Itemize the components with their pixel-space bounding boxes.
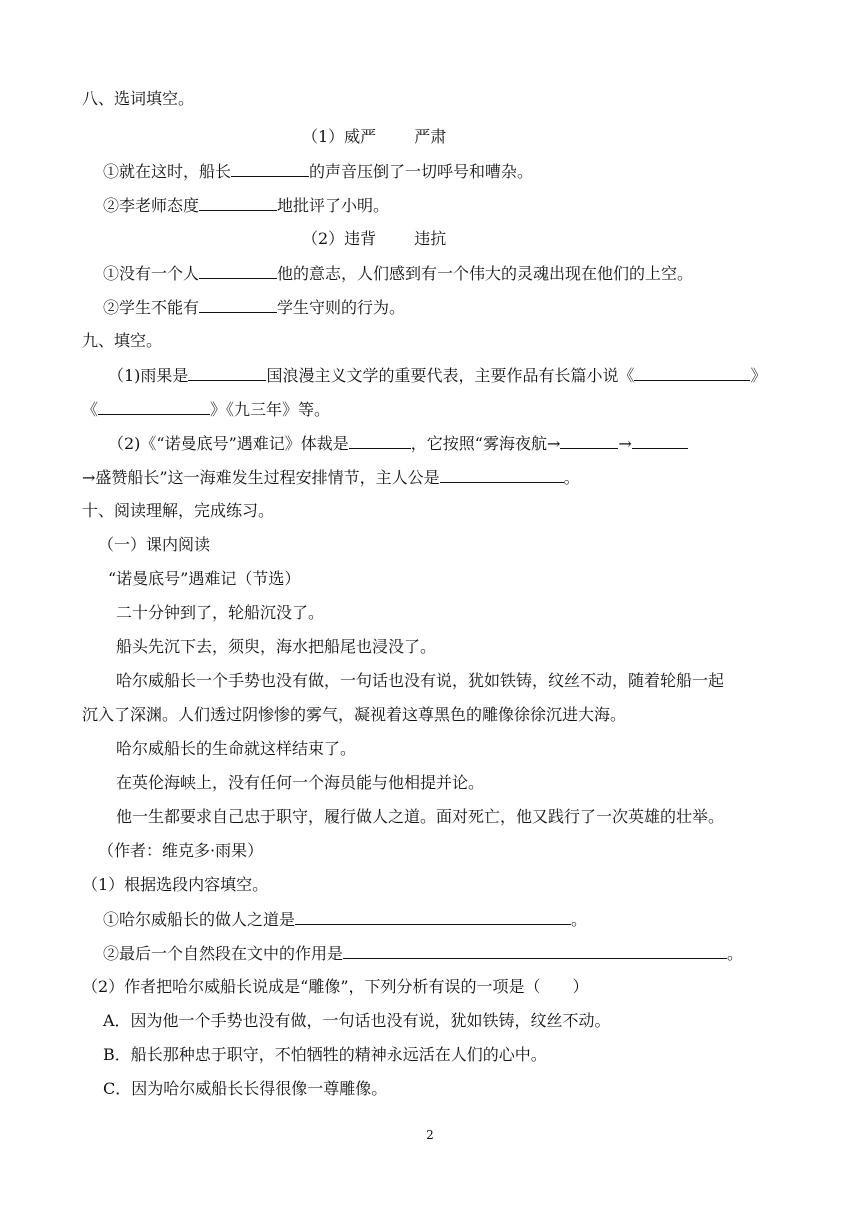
question-9-1 (108, 364, 766, 387)
question-text: 国浪漫主义文学的重要代表，主要作品有长篇小说《 (266, 366, 635, 385)
question-9-1-cont (82, 398, 330, 421)
question-text: ，它按照“雾海夜航→ (410, 434, 561, 453)
question-text: 地批评了小明。 (277, 196, 390, 215)
question-text: ①就在这时，船长 (103, 162, 232, 181)
word-group-1 (302, 126, 446, 148)
question-8-2-2 (103, 296, 405, 319)
question-8-2-1 (103, 262, 693, 285)
answer-blank[interactable] (231, 160, 309, 177)
question-text: （2)《“诺曼底号”遇难记》体裁是 (108, 434, 349, 453)
question-text: 》《九三年》等。 (210, 400, 331, 419)
answer-blank[interactable] (343, 942, 727, 959)
answer-blank[interactable] (560, 432, 618, 449)
answer-blank[interactable] (295, 908, 571, 925)
question-text: 的声音压倒了一切呼号和嘈杂。 (309, 162, 534, 181)
answer-blank[interactable] (440, 466, 564, 483)
question-text: （1)雨果是 (108, 366, 189, 385)
answer-blank[interactable] (349, 432, 411, 449)
subsection-title: （一）课内阅读 (98, 535, 211, 554)
question-text: → (618, 434, 632, 453)
passage-paragraph-cont: 沉入了深渊。人们透过阴惨惨的雾气，凝视着这尊黑色的雕像徐徐沉进大海。 (82, 705, 627, 724)
question-text: 《 (82, 400, 99, 419)
question-text: 学生守则的行为。 (277, 298, 406, 317)
question-10-2: （2）作者把哈尔威船长说成是“雕像”，下列分析有误的一项是（ ） (82, 977, 589, 996)
option-c: C．因为哈尔威船长长得很像一尊雕像。 (103, 1079, 388, 1098)
answer-blank[interactable] (199, 194, 277, 211)
option-a: A．因为他一个手势也没有做，一句话也没有说，犹如铁铸，纹丝不动。 (103, 1011, 611, 1030)
question-text: ②学生不能有 (103, 298, 200, 317)
question-text: 。 (563, 468, 580, 487)
section-10-title: 十、阅读理解，完成练习。 (82, 501, 275, 520)
section-9-title: 九、填空。 (82, 331, 163, 350)
question-text: →盛赞船长”这一海难发生过程安排情节，主人公是 (82, 468, 440, 487)
word-group-2-alt: 违抗 (414, 229, 447, 248)
question-9-2 (108, 432, 688, 455)
passage-paragraph: 他一生都要求自己忠于职守，履行做人之道。面对死亡，他又践行了一次英雄的壮举。 (116, 807, 725, 826)
question-8-1-1 (103, 160, 533, 183)
passage-author: （作者：维克多·雨果） (98, 841, 264, 860)
word-group-1-label: （1）威严 (302, 127, 377, 146)
passage-paragraph: 哈尔威船长一个手势也没有做，一句话也没有说，犹如铁铸，纹丝不动，随着轮船一起 (116, 671, 725, 690)
answer-blank[interactable] (634, 364, 750, 381)
answer-blank[interactable] (188, 364, 266, 381)
passage-title: “诺曼底号”遇难记（节选） (108, 569, 301, 588)
question-10-1: （1）根据选段内容填空。 (82, 875, 269, 894)
answer-blank[interactable] (632, 432, 688, 449)
answer-blank[interactable] (199, 296, 277, 313)
passage-paragraph: 在英伦海峡上，没有任何一个海员能与他相提并论。 (116, 773, 485, 792)
question-text: 》 (750, 366, 767, 385)
passage-paragraph: 二十分钟到了，轮船沉没了。 (116, 603, 325, 622)
question-text: 他的意志，人们感到有一个伟大的灵魂出现在他们的上空。 (277, 264, 694, 283)
answer-blank[interactable] (199, 262, 277, 279)
answer-blank[interactable] (98, 398, 210, 415)
question-text: ②李老师态度 (103, 196, 200, 215)
option-b: B．船长那种忠于职守，不怕牺牲的精神永远活在人们的心中。 (103, 1045, 547, 1064)
question-10-1-a (103, 908, 587, 931)
question-text: ①哈尔威船长的做人之道是 (103, 910, 296, 929)
question-text: ②最后一个自然段在文中的作用是 (103, 944, 344, 963)
question-9-2-cont (82, 466, 580, 489)
question-text: 。 (571, 910, 588, 929)
word-group-2-label: （2）违背 (302, 229, 377, 248)
word-group-2 (302, 228, 446, 250)
question-8-1-2 (103, 194, 389, 217)
page-number: 2 (426, 1128, 434, 1142)
passage-paragraph: 船头先沉下去，须臾，海水把船尾也浸没了。 (116, 637, 437, 656)
question-10-1-b (103, 942, 743, 965)
question-text: ①没有一个人 (103, 264, 200, 283)
passage-paragraph: 哈尔威船长的生命就这样结束了。 (116, 739, 357, 758)
question-text: 。 (727, 944, 744, 963)
word-group-1-alt: 严肃 (414, 127, 447, 146)
section-8-title: 八、选词填空。 (82, 89, 195, 108)
